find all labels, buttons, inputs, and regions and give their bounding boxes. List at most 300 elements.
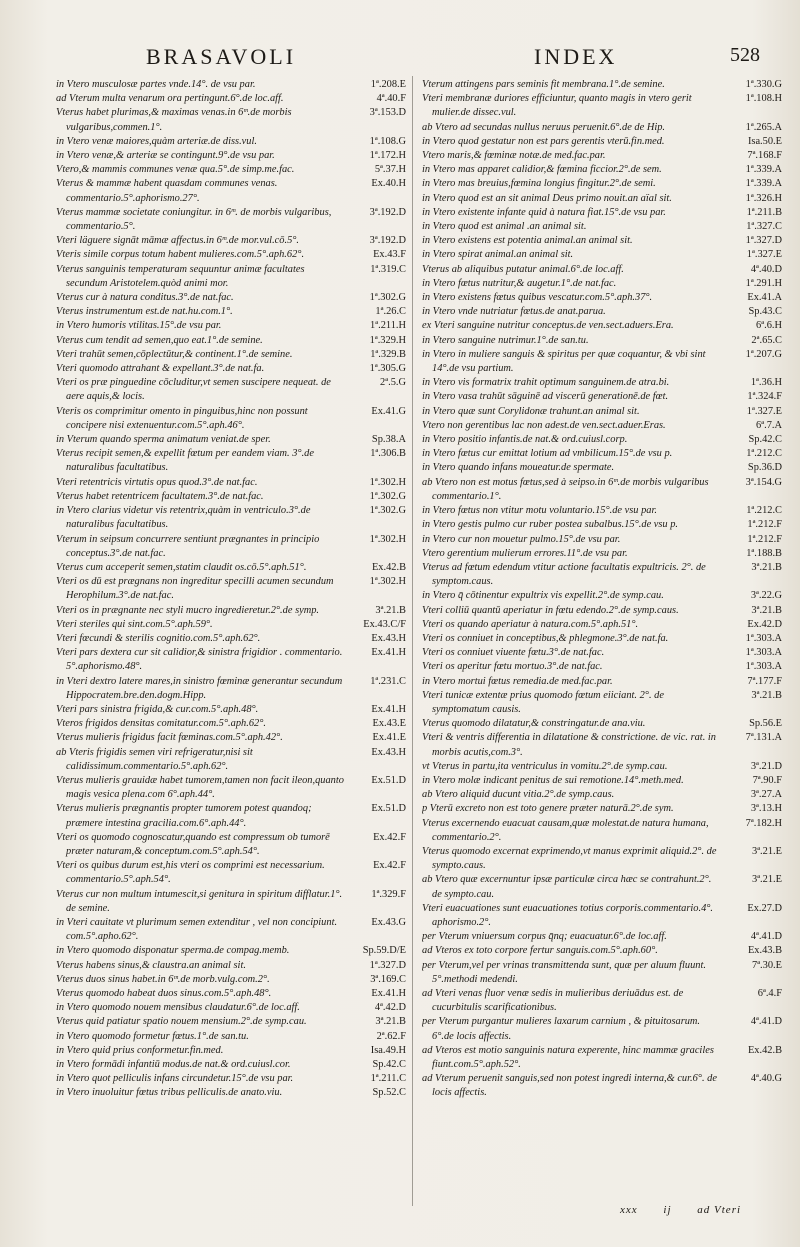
entry-text: in Vtero quot pelliculis infans circundetur.15°.de vsu par. bbox=[56, 1073, 294, 1085]
entry-text: Vtero maris,& fœminæ notæ.de med.fac.par. bbox=[422, 150, 606, 162]
entry-reference: Ex.41.H bbox=[371, 988, 406, 999]
index-entry bbox=[422, 135, 782, 149]
index-entry bbox=[422, 689, 782, 717]
entry-reference: 3ª.154.G bbox=[745, 476, 782, 488]
index-entry bbox=[56, 987, 406, 1001]
index-entry bbox=[56, 490, 406, 504]
header-author: BRASAVOLI bbox=[146, 44, 297, 69]
entry-reference: 1ª.329.H bbox=[369, 334, 406, 346]
entry-text: in Vtero cur non mouetur pulmo.15°.de vsu par. bbox=[422, 533, 621, 545]
entry-text: ab Vtero aliquid ducunt vitia.2°.de symp.caus. bbox=[422, 789, 615, 801]
entry-text: p Vterū excreto non est toto genere præter naturā.2°.de sym. bbox=[422, 803, 674, 815]
index-entry bbox=[422, 163, 782, 177]
entry-text: Vterus mulieris prægnantis propter tumorem potest quandoq; præmere intestina gracilia.com.6°.aph.44°. bbox=[56, 803, 312, 829]
index-entry bbox=[56, 177, 406, 205]
entry-text: in Vtero quod est an sit animal Deus primo nouit.an aïal sit. bbox=[422, 192, 672, 204]
index-entry bbox=[56, 291, 406, 305]
entry-reference: 3ª.21.E bbox=[752, 874, 782, 886]
entry-reference: 1ª.108.G bbox=[369, 135, 406, 147]
entry-reference: Ex.43.C/F bbox=[363, 618, 406, 630]
entry-reference: 3ª.21.B bbox=[375, 1016, 406, 1028]
entry-text: ex Vteri sanguine nutritur conceptus.de ven.sect.aduers.Era. bbox=[422, 320, 674, 332]
entry-reference: Ex.51.D bbox=[371, 774, 406, 786]
entry-reference: 1ª.291.H bbox=[745, 277, 782, 289]
entry-reference: Sp.43.C bbox=[748, 306, 782, 318]
entry-reference: 7ª.182.H bbox=[745, 817, 782, 829]
entry-reference: 1ª.302.G bbox=[369, 292, 406, 304]
entry-text: Vterus habet plurimas,& maximas venas.in 6ᵐ.de morbis vulgaribus,commen.1°. bbox=[56, 107, 292, 133]
index-entry bbox=[56, 973, 406, 987]
entry-text: ab Vtero ad secundas nullus neruus peruenit.6°.de de Hip. bbox=[422, 121, 666, 133]
entry-text: Vterus quomodo excernat exprimendo,vt manus exprimit aliquid.2°. de sympto.caus. bbox=[422, 845, 717, 872]
entry-reference: 1ª.265.A bbox=[745, 121, 782, 133]
index-entry bbox=[56, 1030, 406, 1044]
entry-text: Vterus quomodo habeat duos sinus.com.5°.aph.48°. bbox=[56, 988, 272, 999]
index-entry bbox=[422, 78, 782, 92]
entry-reference: 1ª.36.H bbox=[750, 377, 782, 389]
entry-reference: 1ª.303.A bbox=[745, 647, 782, 659]
entry-text: Vteri euacuationes sunt euacuationes totius corporis.commentario.4°. aphorismo.2°. bbox=[422, 902, 714, 928]
entry-reference: 3ª.169.C bbox=[370, 973, 406, 985]
index-entry bbox=[56, 78, 406, 92]
index-entry bbox=[56, 1001, 406, 1015]
signature-mark: xxx bbox=[620, 1204, 638, 1216]
catchword: ad Vteri bbox=[697, 1204, 742, 1216]
entry-reference: 1ª.329.F bbox=[371, 888, 406, 900]
entry-text: ad Vterum multa venarum ora pertingunt.6°.de loc.aff. bbox=[56, 93, 284, 105]
index-entry bbox=[56, 1058, 406, 1072]
index-entry bbox=[56, 1086, 406, 1100]
index-entry bbox=[422, 788, 782, 802]
entry-text: in Vtero vasa trahūt sāguinē ad viscerū generationē.de fœt. bbox=[422, 391, 669, 403]
index-entry bbox=[422, 930, 782, 944]
entry-text: in Vtero fœtus non vtitur motu voluntario.15°.de vsu par. bbox=[422, 505, 657, 517]
entry-reference: Sp.56.E bbox=[749, 718, 782, 730]
entry-reference: Ex.43.H bbox=[371, 746, 406, 758]
index-entry bbox=[422, 845, 782, 873]
entry-reference: 1ª.305.G bbox=[369, 363, 406, 375]
entry-reference: Ex.41.E bbox=[372, 732, 406, 744]
entry-reference: 6ª.6.H bbox=[756, 320, 782, 332]
index-entry bbox=[56, 149, 406, 163]
index-entry bbox=[56, 717, 406, 731]
entry-text: in Vtero humoris vtilitas.15°.de vsu par. bbox=[56, 320, 222, 332]
entry-text: Vteri retentricis virtutis opus quod.3°.de nat.fac. bbox=[56, 476, 258, 488]
entry-reference: 3ª.21.B bbox=[375, 604, 406, 616]
entry-reference: 1ª.324.F bbox=[747, 391, 782, 403]
index-entry bbox=[422, 206, 782, 220]
entry-text: in Vtero quod gestatur non est pars gerentis vterū.fin.med. bbox=[422, 135, 665, 147]
index-entry bbox=[56, 362, 406, 376]
entry-text: Vteris os comprimitur omento in pinguibus,hinc non possunt concipere nisi extenuentur.com.5°.aph.46°. bbox=[56, 405, 308, 431]
entry-text: in Vtero vnde nutriatur fœtus.de anat.parua. bbox=[422, 306, 606, 318]
index-entry bbox=[56, 376, 406, 404]
index-entry bbox=[56, 604, 406, 618]
entry-text: in Vtero gestis pulmo cur ruber postea subalbus.15°.de vsu p. bbox=[422, 519, 679, 531]
entry-reference: 1ª.330.G bbox=[745, 79, 782, 90]
entry-text: in Vtero quid prius conformetur.fin.med. bbox=[56, 1044, 224, 1056]
index-entry bbox=[422, 334, 782, 348]
index-entry bbox=[422, 405, 782, 419]
entry-reference: 7ª.177.F bbox=[747, 675, 782, 687]
entry-reference: 4ª.42.D bbox=[374, 1002, 406, 1014]
index-entry bbox=[422, 589, 782, 603]
entry-reference: 3ª.21.E bbox=[752, 845, 782, 857]
entry-reference: Sp.59.D/E bbox=[362, 945, 406, 957]
index-entry bbox=[422, 376, 782, 390]
entry-reference: Ex.51.D bbox=[371, 803, 406, 815]
entry-text: Vterum attingens pars seminis fit membrana.1°.de semine. bbox=[422, 79, 665, 90]
index-entry bbox=[56, 675, 406, 703]
entry-reference: 1ª.188.B bbox=[746, 547, 782, 559]
entry-reference: 1ª.302.G bbox=[369, 505, 406, 517]
entry-reference: 5ª.37.H bbox=[374, 164, 406, 176]
index-entry bbox=[422, 717, 782, 731]
entry-reference: 1ª.231.C bbox=[370, 675, 406, 687]
entry-reference: 1ª.208.E bbox=[370, 79, 406, 90]
entry-reference: Ex.27.D bbox=[747, 902, 782, 914]
entry-text: in Vtero molæ indicant penitus de sui remotione.14°.meth.med. bbox=[422, 774, 684, 786]
entry-text: Vteri pars dextera cur sit calidior,& sinistra frigidior . commentario. 5°.aphorismo.48°. bbox=[56, 647, 343, 673]
entry-text: ad Vteros est motio sanguinis natura experente, hinc mammæ graciles fiunt.com.5°.aph.52°. bbox=[422, 1044, 714, 1071]
index-entry bbox=[422, 149, 782, 163]
entry-reference: 3ª.13.H bbox=[750, 803, 782, 815]
entry-reference: Ex.41.H bbox=[371, 647, 406, 659]
entry-text: Vteri os quando aperiatur à natura.com.5°.aph.51°. bbox=[422, 618, 639, 630]
entry-reference: 4ª.40.D bbox=[750, 263, 782, 275]
index-entry bbox=[422, 561, 782, 589]
index-entry bbox=[56, 646, 406, 674]
entry-text: Vteri trahūt semen,cōplectūtur,& continent.1°.de semine. bbox=[56, 348, 293, 360]
entry-text: ab Vtero quæ excernuntur ipsæ particulæ circa hæc se contrahunt.2°. de sympto.cau. bbox=[422, 874, 712, 900]
index-entry bbox=[422, 1044, 782, 1072]
entry-reference: 1ª.108.H bbox=[745, 93, 782, 105]
index-entry bbox=[422, 461, 782, 475]
entry-text: Vteros frigidos densitas comitatur.com.5°.aph.62°. bbox=[56, 718, 266, 730]
entry-reference: 3ª.22.G bbox=[750, 590, 782, 602]
entry-reference: 1ª.306.B bbox=[370, 448, 406, 460]
entry-reference: 1ª.319.C bbox=[370, 263, 406, 275]
entry-text: Vterus recipit semen,& expellit fœtum per eandem viam. 3°.de naturalibus facultatibus. bbox=[56, 448, 314, 474]
entry-text: Vterus ab aliquibus putatur animal.6°.de loc.aff. bbox=[422, 263, 624, 275]
entry-text: ab Vteris frigidis semen viri refrigeratur,nisi sit calidissimum.commentario.5°.aph.62°. bbox=[56, 746, 253, 772]
index-entry bbox=[422, 618, 782, 632]
entry-text: Vterus mammæ societate coniungitur. in 6ᵐ. de morbis vulgaribus, commentario.5°. bbox=[56, 206, 332, 233]
index-entry bbox=[422, 305, 782, 319]
entry-text: Vteri & ventris differentia in dilatatione & constrictione. de vic. rat. in morbis acutis,com.3°. bbox=[422, 732, 716, 758]
entry-text: Vteri quomodo attrahant & expellant.3°.de nat.fa. bbox=[56, 363, 265, 375]
entry-text: in Vtero mas apparet calidior,& fœmina ficcior.2°.de sem. bbox=[422, 164, 662, 176]
entry-text: Vterus mulieris grauidæ habet tumorem,tamen non facit ileon,quanto magis vesica plena.com 6°.aph.44°. bbox=[56, 774, 344, 801]
entry-reference: 7ª.30.E bbox=[752, 959, 782, 971]
entry-text: ab Vtero non est motus fœtus,sed à seipso.in 6ᵐ.de morbis vulgaribus commentario.1°. bbox=[422, 476, 709, 502]
index-entry bbox=[56, 831, 406, 859]
index-entry bbox=[56, 959, 406, 973]
entry-reference: 1ª.212.F bbox=[747, 519, 782, 531]
entry-text: Vterus cur à natura conditus.3°.de nat.fac. bbox=[56, 292, 234, 304]
entry-reference: Ex.42.D bbox=[747, 618, 782, 630]
entry-text: Vterus excernendo euacuat causam,quæ molestat.de natura humana, commentario.2°. bbox=[422, 817, 709, 843]
entry-reference: 3ª.192.D bbox=[369, 206, 406, 218]
entry-text: Vterus quomodo dilatatur,& constringatur.de ana.viu. bbox=[422, 718, 646, 730]
index-entry bbox=[422, 277, 782, 291]
entry-reference: Ex.43.E bbox=[372, 718, 406, 730]
index-entry bbox=[422, 902, 782, 930]
index-entry bbox=[56, 405, 406, 433]
index-entry bbox=[56, 163, 406, 177]
entry-reference: Ex.43.G bbox=[371, 916, 406, 928]
index-entry bbox=[56, 248, 406, 262]
index-entry bbox=[422, 234, 782, 248]
entry-reference: Ex.42.F bbox=[373, 860, 406, 872]
index-entry bbox=[422, 660, 782, 674]
entry-reference: 1ª.327.E bbox=[746, 249, 782, 261]
entry-text: per Vterum purgantur mulieres laxarum carnium , & pituitosarum. 6°.de locis affectis. bbox=[422, 1016, 701, 1042]
entry-text: in Vtero mortui fœtus remedia.de med.fac.par. bbox=[422, 675, 613, 687]
entry-reference: 3ª.21.D bbox=[750, 760, 782, 772]
entry-reference: 3ª.27.A bbox=[750, 789, 782, 801]
entry-reference: 1ª.302.H bbox=[369, 576, 406, 588]
index-entry bbox=[56, 476, 406, 490]
entry-text: in Vtero fœtus cur emittat lotium ad vmbilicum.15°.de vsu p. bbox=[422, 448, 673, 460]
index-entry bbox=[422, 533, 782, 547]
entry-reference: 1ª.302.H bbox=[369, 533, 406, 545]
entry-text: in Vterum quando sperma animatum veniat.de sper. bbox=[56, 434, 271, 446]
index-entry bbox=[56, 916, 406, 944]
entry-reference: 3ª.21.B bbox=[751, 604, 782, 616]
entry-reference: 4ª.40.F bbox=[376, 93, 406, 105]
index-entry bbox=[422, 291, 782, 305]
index-entry bbox=[422, 348, 782, 376]
entry-text: Vterus cur non multum intumescit,si genitura in spiritum difflatur.1°. de semine. bbox=[56, 888, 343, 914]
entry-text: in Vtero quando infans moueatur.de spermate. bbox=[422, 462, 615, 474]
entry-reference: Ex.40.H bbox=[371, 178, 406, 190]
entry-text: in Vtero positio infantis.de nat.& ord.cuiusl.corp. bbox=[422, 434, 628, 446]
index-entry bbox=[56, 135, 406, 149]
index-entry bbox=[422, 220, 782, 234]
index-entry bbox=[422, 447, 782, 461]
index-entry bbox=[56, 746, 406, 774]
entry-reference: 3ª.153.D bbox=[369, 107, 406, 119]
entry-text: in Vtero fœtus nutritur,& augetur.1°.de nat.fac. bbox=[422, 277, 617, 289]
entry-text: in Vtero mas breuius,fœmina longius fingitur.2°.de semi. bbox=[422, 178, 656, 190]
index-entry bbox=[56, 504, 406, 532]
entry-text: in Vtero existens est potentia animal.an animal sit. bbox=[422, 235, 633, 247]
entry-text: Vterus habet retentricem facultatem.3°.de nat.fac. bbox=[56, 490, 264, 502]
entry-reference: Ex.43.B bbox=[747, 945, 782, 957]
entry-text: in Vtero quod est animal .an animal sit. bbox=[422, 221, 587, 233]
index-entry bbox=[56, 263, 406, 291]
entry-text: Vteri pars sinistra frigida,& cur.com.5°.aph.48°. bbox=[56, 703, 259, 715]
entry-text: Vteri os in prægnante nec styli mucro ingredieretur.2°.de symp. bbox=[56, 604, 320, 616]
entry-text: Vteri os conniuet viuente fœtu.3°.de nat.fac. bbox=[422, 647, 605, 659]
entry-reference: 1ª.327.D bbox=[745, 235, 782, 247]
entry-text: Vterus instrumentum est.de nat.hu.com.1°. bbox=[56, 306, 233, 318]
index-entry bbox=[56, 305, 406, 319]
entry-text: ad Vterum peruenit sanguis,sed non potest ingredi interna,& cur.6°. de locis affectis. bbox=[422, 1073, 717, 1099]
entry-text: in Vtero existens fœtus quibus vescatur.com.5°.aph.37°. bbox=[422, 292, 653, 304]
entry-text: in Vtero spirat animal.an animal sit. bbox=[422, 249, 574, 261]
entry-text: Vteri colliū quantū aperiatur in fœtu edendo.2°.de symp.caus. bbox=[422, 604, 679, 616]
index-entry bbox=[56, 703, 406, 717]
index-entry bbox=[56, 92, 406, 106]
entry-reference: 1ª.326.H bbox=[745, 192, 782, 204]
index-entry bbox=[56, 447, 406, 475]
entry-reference: 1ª.212.C bbox=[746, 505, 782, 517]
entry-reference: 4ª.41.D bbox=[750, 1016, 782, 1028]
entry-text: Vterus habens sinus,& claustra.an animal sit. bbox=[56, 959, 246, 971]
index-entry bbox=[422, 774, 782, 788]
entry-text: Vteri os quomodo cognoscatur,quando est compressum ob tumorē præter naturam,& conceptum.com.5°.aph.54°. bbox=[56, 831, 330, 857]
index-entry bbox=[56, 859, 406, 887]
column-divider bbox=[412, 76, 413, 1206]
entry-reference: 1ª.327.E bbox=[746, 405, 782, 417]
entry-reference: 1ª.302.G bbox=[369, 490, 406, 502]
index-entry bbox=[422, 390, 782, 404]
entry-text: Vteri os conniuet in conceptibus,& phlegmone.3°.de nat.fa. bbox=[422, 632, 669, 644]
entry-text: Vterus ad fœtum edendum vtitur actione facultatis expultricis. 2°. de symptom.caus. bbox=[422, 561, 706, 588]
index-entry bbox=[422, 518, 782, 532]
entry-reference: 1ª.26.C bbox=[375, 306, 406, 318]
entry-text: Vterus cum tendit ad semen,quo eat.1°.de semine. bbox=[56, 334, 263, 346]
entry-reference: Sp.36.D bbox=[747, 462, 782, 474]
entry-reference: Ex.42.F bbox=[373, 831, 406, 843]
entry-reference: 3ª.21.B bbox=[751, 689, 782, 701]
index-entry bbox=[422, 1072, 782, 1100]
index-entry bbox=[56, 533, 406, 561]
entry-text: Vteri os præ pinguedine cōcluditur,vt semen suscipere nequeat. de aere aquis,& locis. bbox=[56, 377, 331, 403]
entry-reference: 7ª.90.F bbox=[752, 774, 782, 786]
entry-text: Vtero gerentium mulierum errores.11°.de vsu par. bbox=[422, 547, 628, 559]
entry-reference: 3ª.21.B bbox=[751, 561, 782, 573]
index-entry bbox=[56, 802, 406, 830]
running-header bbox=[56, 44, 780, 74]
index-entry bbox=[56, 575, 406, 603]
index-entry bbox=[56, 348, 406, 362]
entry-text: ad Vteros ex toto corpore fertur sanguis.com.5°.aph.60°. bbox=[422, 945, 658, 957]
index-entry bbox=[56, 888, 406, 916]
entry-reference: Sp.42.C bbox=[372, 1059, 406, 1071]
entry-text: vt Vterus in partu,ita ventriculus in vomitu.2°.de symp.cau. bbox=[422, 760, 668, 772]
entry-text: in Vtero musculosæ partes vnde.14°. de vsu par. bbox=[56, 79, 256, 90]
index-entry bbox=[56, 334, 406, 348]
index-column-left bbox=[56, 78, 406, 1218]
entry-text: in Vtero q̄ cōtinentur expultrix vis expellit.2°.de symp.cau. bbox=[422, 590, 664, 602]
index-entry bbox=[422, 731, 782, 759]
entry-reference: 7ª.131.A bbox=[745, 732, 782, 744]
entry-text: Vteri os aperitur fœtu mortuo.3°.de nat.fac. bbox=[422, 661, 603, 673]
entry-text: Vteri steriles qui sint.com.5°.aph.59°. bbox=[56, 618, 213, 630]
index-entry bbox=[422, 476, 782, 504]
entry-reference: 1ª.303.A bbox=[745, 632, 782, 644]
index-entry bbox=[422, 263, 782, 277]
leaf-mark: ij bbox=[663, 1204, 672, 1216]
index-entry bbox=[56, 433, 406, 447]
entry-reference: Sp.52.C bbox=[372, 1087, 406, 1099]
entry-reference: 6ª.4.F bbox=[757, 988, 782, 999]
entry-reference: 1ª.329.B bbox=[370, 348, 406, 360]
entry-text: Vterus cum acceperit semen,statim claudit os.cō.5°.aph.51°. bbox=[56, 561, 307, 573]
entry-reference: 1ª.327.D bbox=[369, 959, 406, 971]
entry-reference: Ex.41.H bbox=[371, 703, 406, 715]
entry-reference: 1ª.327.C bbox=[746, 221, 782, 233]
entry-reference: Ex.41.G bbox=[371, 405, 406, 417]
index-entry bbox=[56, 206, 406, 234]
index-entry bbox=[422, 646, 782, 660]
entry-text: Vterus quid patiatur spatio nouem mensium.2°.de symp.cau. bbox=[56, 1016, 307, 1028]
entry-text: per Vterum vniuersum corpus q̄nq; euacuatur.6°.de loc.aff. bbox=[422, 931, 667, 943]
entry-reference: Ex.41.A bbox=[747, 292, 782, 304]
entry-text: in Vtero in muliere sanguis & spiritus per quæ coquantur, & vbi sint 14°.de vsu partium. bbox=[422, 348, 706, 375]
entry-reference: 1ª.339.A bbox=[745, 164, 782, 176]
entry-text: in Vtero inuoluitur fœtus tribus pelliculis.de anato.viu. bbox=[56, 1087, 283, 1099]
index-entry bbox=[56, 944, 406, 958]
index-entry bbox=[56, 731, 406, 745]
index-entry bbox=[56, 561, 406, 575]
entry-text: Vterus sanguinis temperaturam sequuntur animæ facultates secundum Aristotelem.quòd animi mor. bbox=[56, 263, 305, 289]
index-entry bbox=[56, 774, 406, 802]
entry-reference: Ex.42.B bbox=[371, 561, 406, 573]
entry-text: Vtero non gerentibus lac non adest.de ven.sect.aduer.Eras. bbox=[422, 419, 666, 431]
page-number: 528 bbox=[730, 44, 760, 66]
entry-text: per Vterum,vel per vrinas transmittenda sunt, quæ per aluum fluunt. 5°.methodi medendi. bbox=[422, 959, 706, 985]
entry-text: Vterum in seipsum concurrere sentiunt prægnantes in principio conceptus.3°.de nat.fac. bbox=[56, 533, 320, 559]
index-entry bbox=[422, 248, 782, 262]
entry-text: Vteris simile corpus totum habent mulieres.com.5°.aph.62°. bbox=[56, 249, 305, 261]
entry-reference: 4ª.41.D bbox=[750, 931, 782, 943]
index-entry bbox=[56, 618, 406, 632]
entry-reference: 2ª.5.G bbox=[380, 377, 406, 389]
entry-reference: 1ª.212.F bbox=[747, 533, 782, 545]
index-entry bbox=[56, 1015, 406, 1029]
entry-text: Vterus duos sinus habet.in 6ᵐ.de morb.vulg.com.2°. bbox=[56, 973, 270, 985]
entry-text: ad Vteri venas fluor venæ sedis in mulieribus deriuādus est. de cucurbitulis scarificationibus. bbox=[422, 988, 684, 1014]
index-entry bbox=[422, 419, 782, 433]
index-entry bbox=[422, 675, 782, 689]
entry-text: Vterus & mammæ habent quasdam communes venas. commentario.5°.aphorismo.27°. bbox=[56, 178, 278, 204]
entry-text: Vterus mulieris frigidus facit fœminas.com.5°.aph.42°. bbox=[56, 732, 283, 744]
entry-text: in Vteri dextro latere mares,in sinistro fœminæ generantur secundum Hippocratem.bre.den.dogm.Hipp. bbox=[56, 675, 343, 701]
entry-text: in Vtero quomodo formetur fœtus.1°.de san.tu. bbox=[56, 1030, 249, 1042]
index-entry bbox=[422, 433, 782, 447]
entry-reference: Ex.42.B bbox=[747, 1044, 782, 1056]
header-title: INDEX bbox=[534, 44, 618, 69]
index-entry bbox=[422, 1015, 782, 1043]
entry-reference: 1ª.211.B bbox=[746, 206, 782, 218]
entry-text: Vtero,& mammis communes venæ qua.5°.de simp.me.fac. bbox=[56, 164, 295, 176]
index-entry bbox=[56, 234, 406, 248]
entry-text: in Vtero venæ,& arteriæ se contingunt.9°.de vsu par. bbox=[56, 150, 275, 162]
entry-text: in Vtero formādi infantiū modus.de nat.& ord.cuiusl.cor. bbox=[56, 1059, 291, 1071]
entry-reference: 1ª.303.A bbox=[745, 661, 782, 673]
index-entry bbox=[422, 632, 782, 646]
entry-reference: Ex.43.H bbox=[371, 632, 406, 644]
index-entry bbox=[422, 760, 782, 774]
entry-text: in Vtero clarius videtur vis retentrix,quàm in ventriculo.3°.de naturalibus facultatibus. bbox=[56, 505, 311, 531]
entry-text: Vteri os dū est prægnans non ingreditur specilli acumen secundum Herophilum.3°.de nat.fac. bbox=[56, 576, 334, 602]
index-entry bbox=[56, 632, 406, 646]
index-entry bbox=[422, 192, 782, 206]
entry-text: in Vteri cauitate vt plurimum semen extenditur , vel non concipiunt. com.5°.apho.62°. bbox=[56, 916, 338, 943]
entry-reference: 3ª.192.D bbox=[369, 235, 406, 247]
entry-reference: Isa.49.H bbox=[370, 1044, 406, 1056]
entry-text: in Vtero quomodo disponatur sperma.de compag.memb. bbox=[56, 945, 290, 957]
entry-reference: 1ª.211.C bbox=[370, 1073, 406, 1085]
entry-reference: 2ª.65.C bbox=[751, 334, 782, 346]
index-entry bbox=[422, 802, 782, 816]
page-footer bbox=[620, 1204, 763, 1216]
index-entry bbox=[56, 106, 406, 134]
